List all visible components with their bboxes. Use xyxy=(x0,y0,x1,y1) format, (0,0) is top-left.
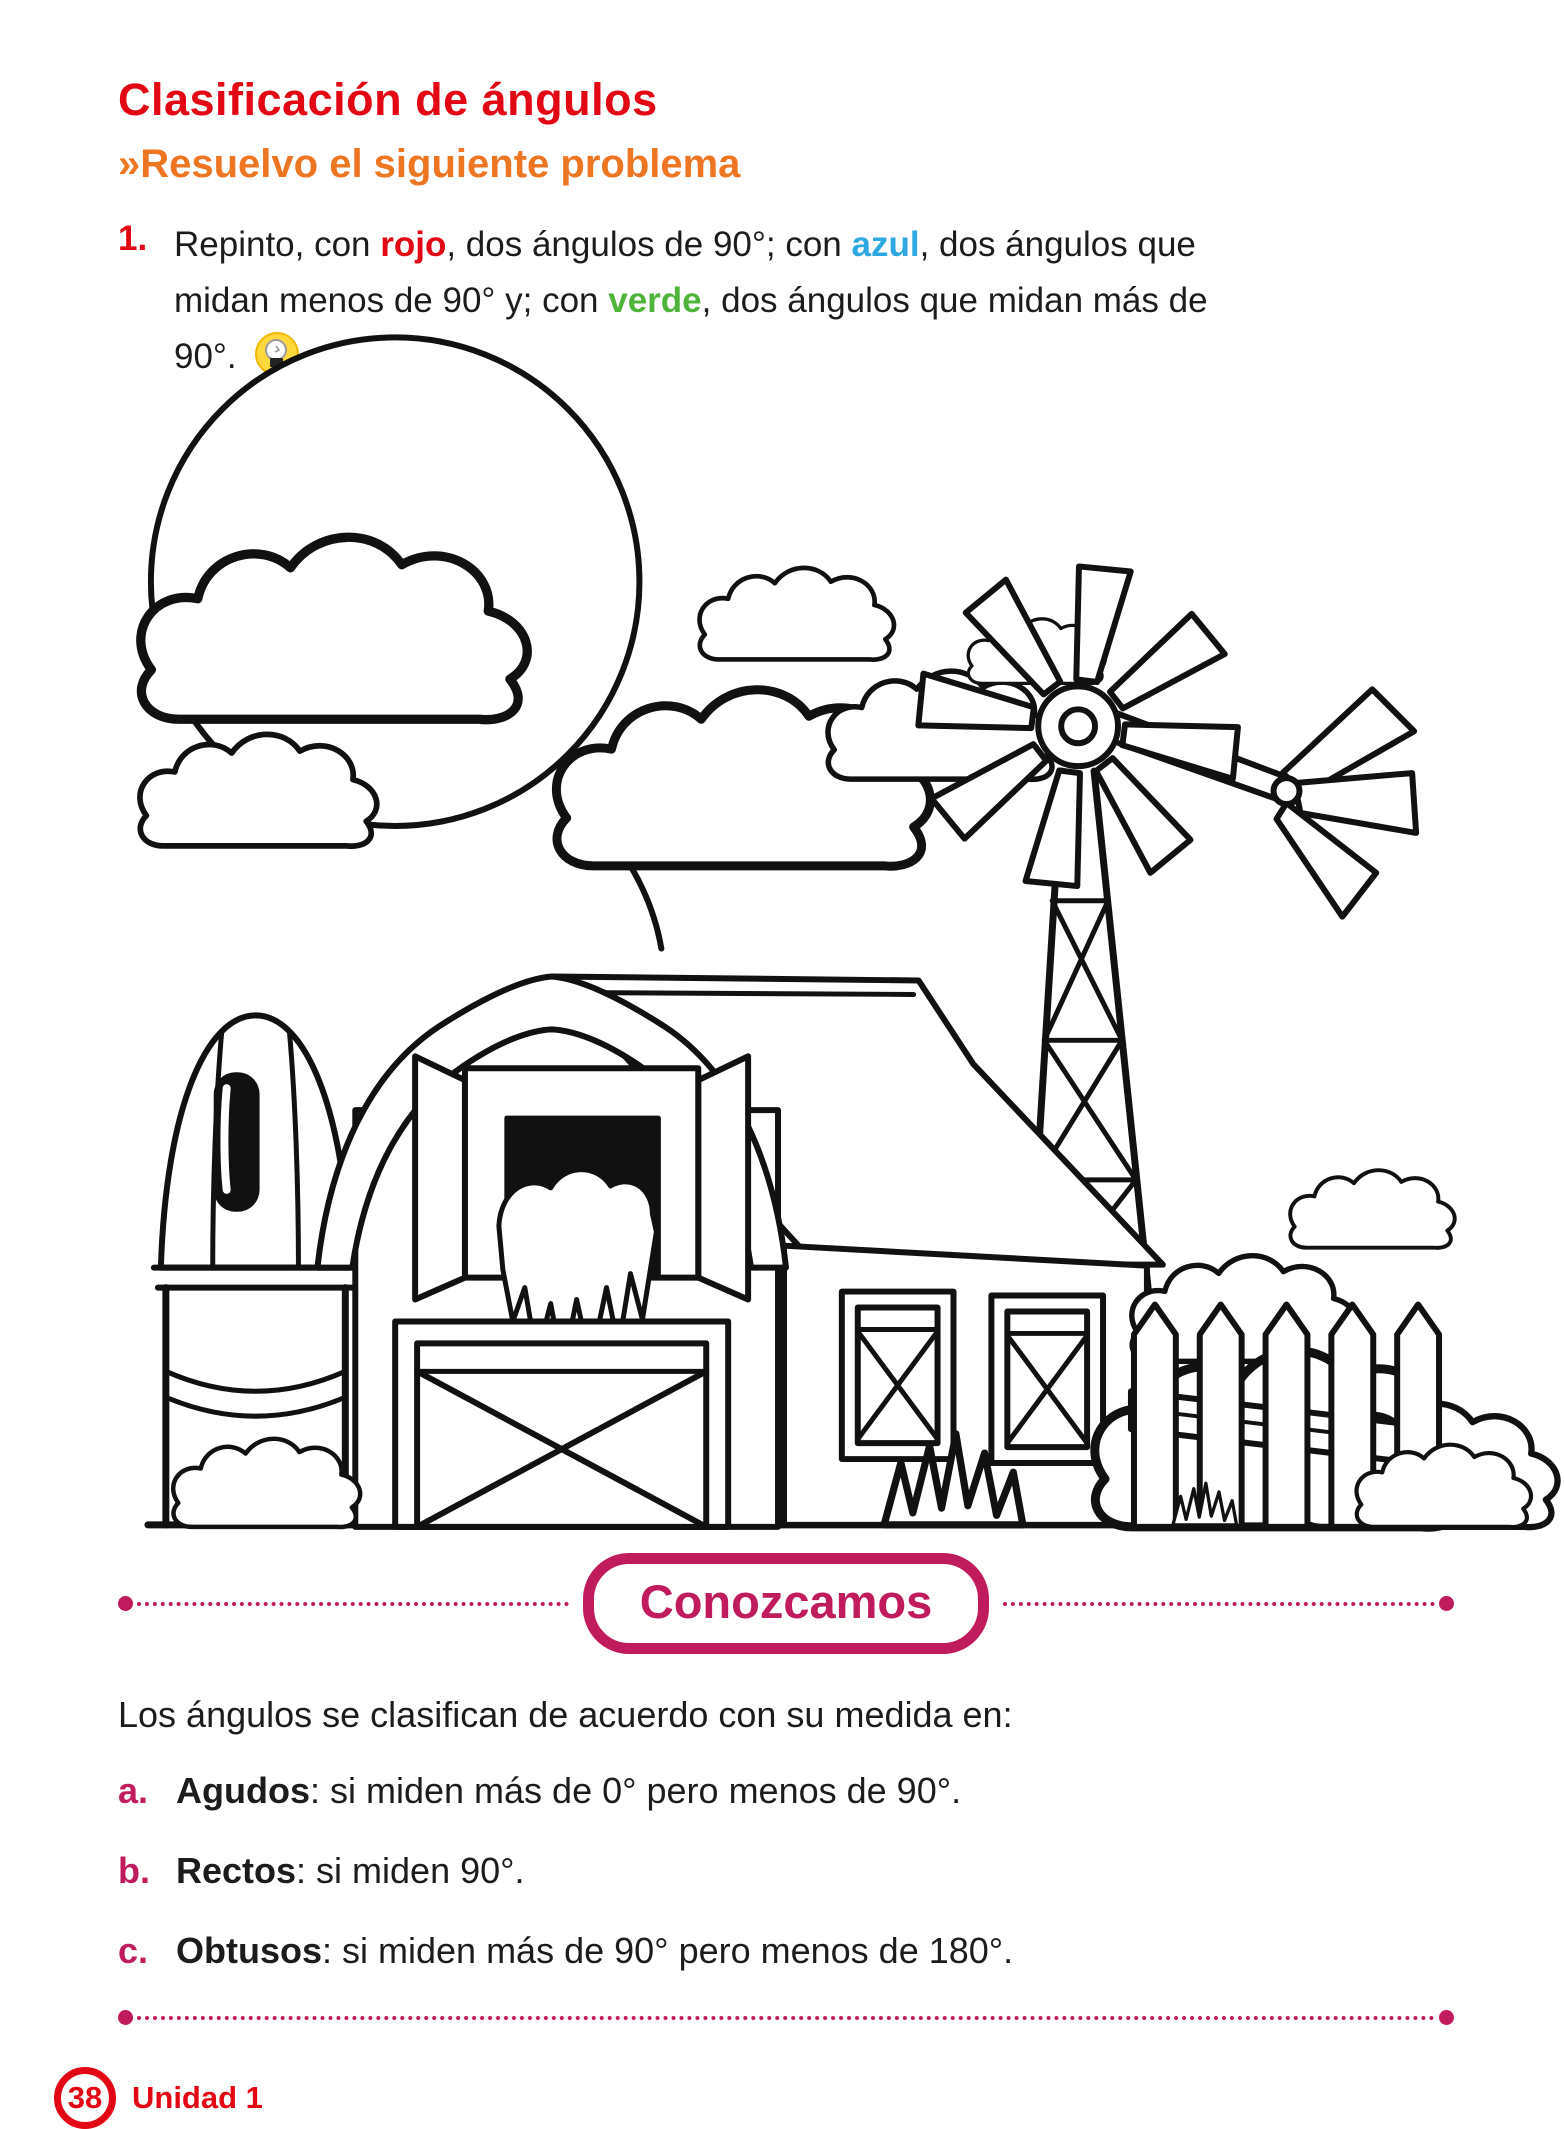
farm-scene-svg xyxy=(118,422,1454,1534)
section-intro: Los ángulos se clasifican de acuerdo con su medida en: xyxy=(118,1694,1013,1735)
unit-label: Unidad 1 xyxy=(132,2080,263,2115)
text-segment: , dos ángulos que midan más de 90°. xyxy=(174,281,1208,376)
item-text xyxy=(176,1770,961,1812)
text-segment: azul xyxy=(851,225,920,264)
definition-list xyxy=(118,1770,1454,1972)
list-item-agudos xyxy=(118,1770,1454,1812)
divider-dot-right xyxy=(1439,1596,1454,1611)
conozcamos-badge: Conozcamos xyxy=(583,1553,990,1654)
exercise-number: 1. xyxy=(118,219,148,258)
divider-dotted-line-right xyxy=(1003,1602,1435,1606)
barn xyxy=(317,977,1162,1527)
text-segment: Repinto, con xyxy=(174,225,381,264)
page-number: 38 xyxy=(67,2080,103,2115)
list-item-obtusos xyxy=(118,1930,1454,1972)
text-segment: verde xyxy=(608,281,702,320)
item-definition: : si miden más de 90° pero menos de 180°. xyxy=(322,1930,1014,1971)
farm-illustration xyxy=(118,422,1454,1539)
bush xyxy=(173,1439,360,1527)
divider-dotted-line xyxy=(137,2016,1435,2020)
cloud xyxy=(700,568,894,660)
cloud xyxy=(140,734,377,846)
section-subtitle: »Resuelvo el siguiente problema xyxy=(118,142,741,186)
item-term: Obtusos xyxy=(176,1930,323,1971)
item-definition: : si miden más de 0° pero menos de 90°. xyxy=(309,1770,962,1811)
barn-door xyxy=(395,1321,728,1526)
text-segment: rojo xyxy=(380,225,447,264)
page-title: Clasificación de ángulos xyxy=(118,74,658,125)
item-term: Agudos xyxy=(176,1770,310,1811)
text-segment: , dos ángulos que midan menos de 90° y; con xyxy=(174,225,1196,320)
cloud xyxy=(1290,1170,1455,1248)
wing-window-right xyxy=(991,1296,1103,1463)
item-term: Rectos xyxy=(176,1850,297,1891)
page-number-badge xyxy=(54,2067,116,2129)
divider-dot-right xyxy=(1439,2010,1454,2025)
wing-window-left xyxy=(842,1292,954,1459)
item-letter: b. xyxy=(118,1850,150,1891)
conozcamos-divider xyxy=(118,1553,1454,1654)
text-segment: , dos ángulos de 90°; con xyxy=(446,225,852,264)
page-footer xyxy=(54,2067,1454,2129)
list-item-rectos xyxy=(118,1850,1454,1892)
divider-dot-left xyxy=(118,2010,133,2025)
bottom-divider xyxy=(118,2010,1454,2025)
item-letter: a. xyxy=(118,1770,149,1811)
item-definition: : si miden 90°. xyxy=(296,1850,525,1891)
item-text xyxy=(176,1850,525,1892)
divider-dot-left xyxy=(118,1596,133,1611)
item-text xyxy=(176,1930,1013,1972)
item-letter: c. xyxy=(118,1930,149,1971)
divider-dotted-line-left xyxy=(137,1602,569,1606)
